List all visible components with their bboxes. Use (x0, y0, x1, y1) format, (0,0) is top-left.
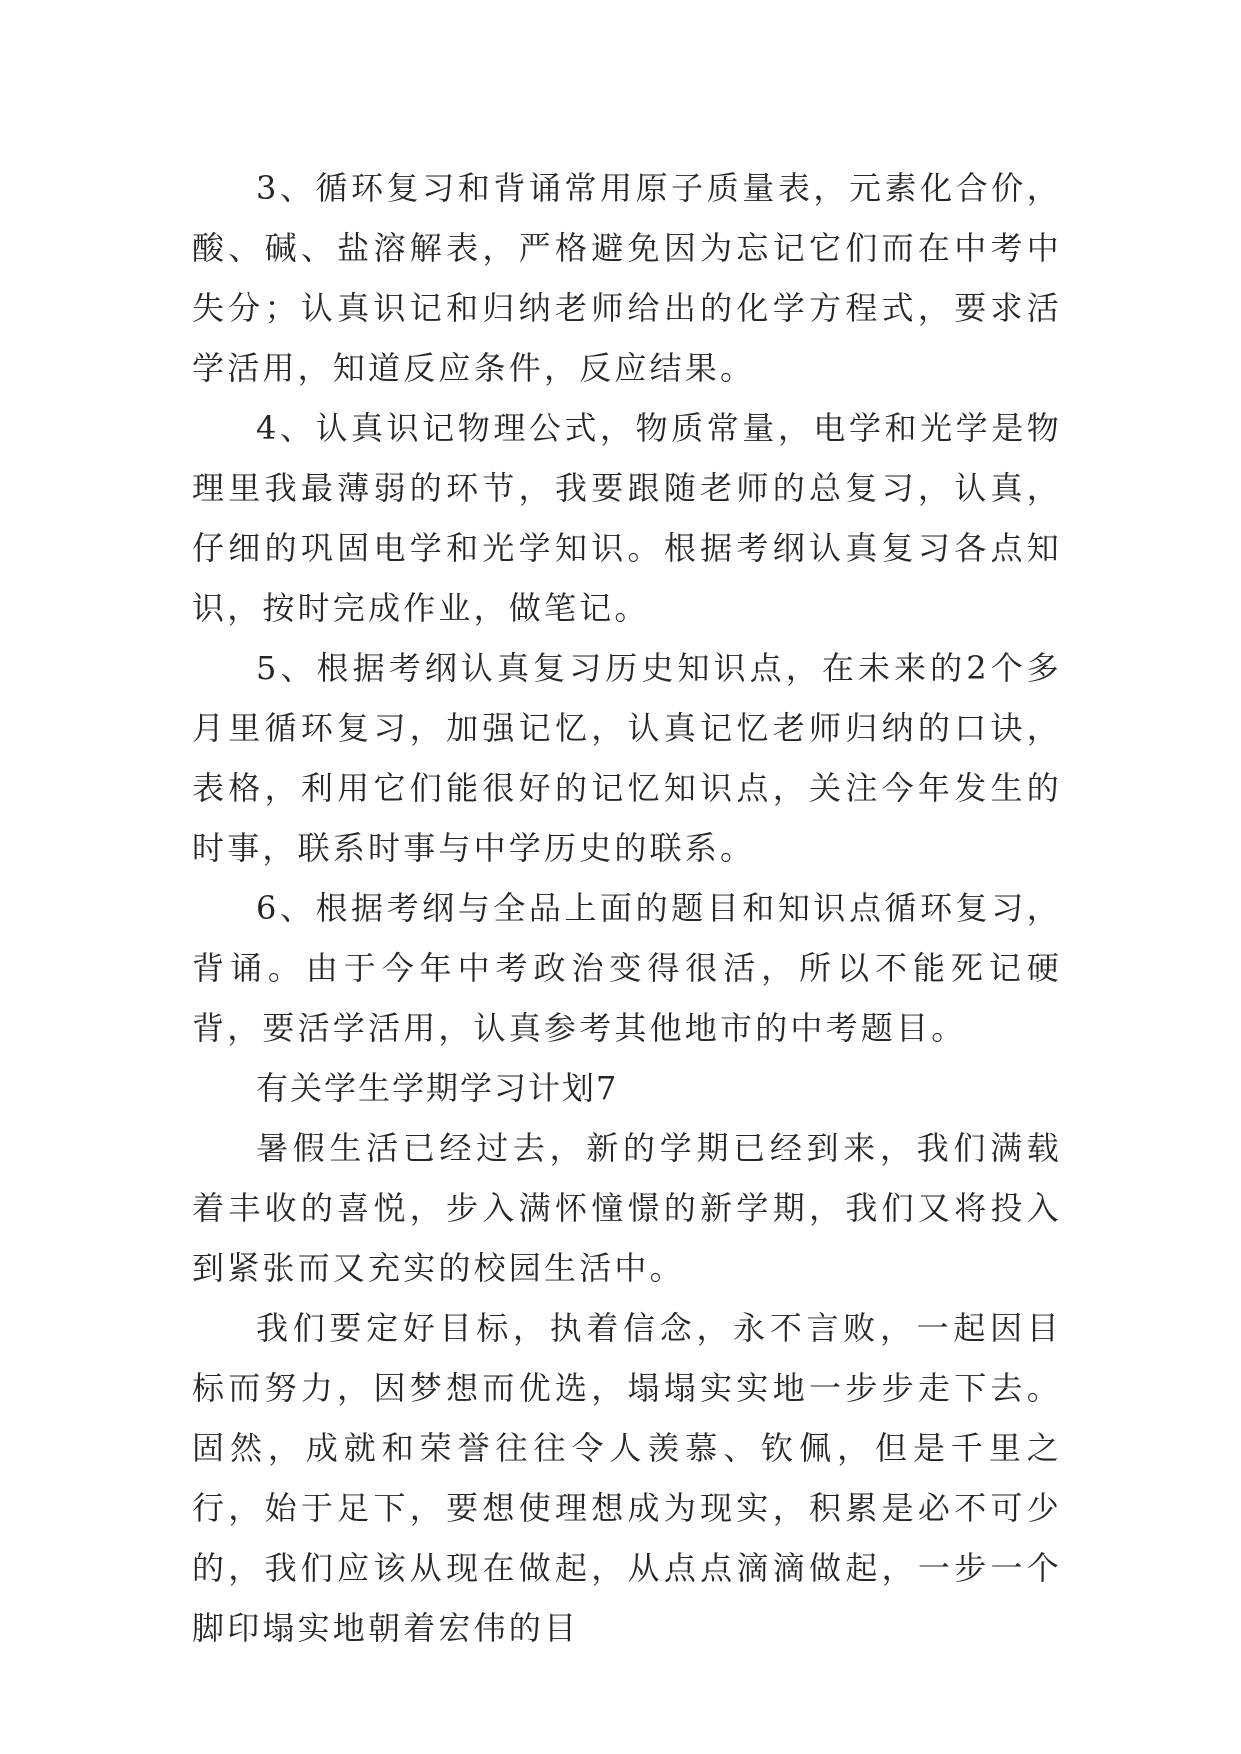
paragraph-history-review: 5、根据考纲认真复习历史知识点，在未来的2个多月里循环复习，加强记忆，认真记忆老师归纳的口诀，表格，利用它们能很好的记忆知识点，关注今年发生的时事，联系时事与中学历史的联系。 (192, 649, 1062, 867)
paragraph-chemistry-review: 3、循环复习和背诵常用原子质量表，元素化合价，酸、碱、盐溶解表，严格避免因为忘记它们而在中考中失分；认真识记和归纳老师给出的化学方程式，要求活学活用，知道反应条件，反应结果。 (192, 169, 1062, 387)
paragraph-politics-review: 6、根据考纲与全品上面的题目和知识点循环复习，背诵。由于今年中考政治变得很活，所以不能死记硬背，要活学活用，认真参考其他地市的中考题目。 (192, 889, 1062, 1047)
paragraph-goals: 我们要定好目标，执着信念，永不言败，一起因目标而努力，因梦想而优选，塌塌实实地一步步走下去。固然，成就和荣誉往往令人羡慕、钦佩，但是千里之行，始于足下，要想使理想成为现实，积累是必不可少的，我们应该从现在做起，从点点滴滴做起，一步一个脚印塌实地朝着宏伟的目 (192, 1309, 1062, 1647)
paragraph-physics-review: 4、认真识记物理公式，物质常量，电学和光学是物理里我最薄弱的环节，我要跟随老师的总复习，认真，仔细的巩固电学和光学知识。根据考纲认真复习各点知识，按时完成作业，做笔记。 (192, 409, 1062, 627)
document-body (192, 158, 1062, 1658)
paragraph-new-semester: 暑假生活已经过去，新的学期已经到来，我们满载着丰收的喜悦，步入满怀憧憬的新学期，我们又将投入到紧张而又充实的校园生活中。 (192, 1129, 1062, 1287)
section-heading: 有关学生学期学习计划7 (256, 1069, 619, 1107)
